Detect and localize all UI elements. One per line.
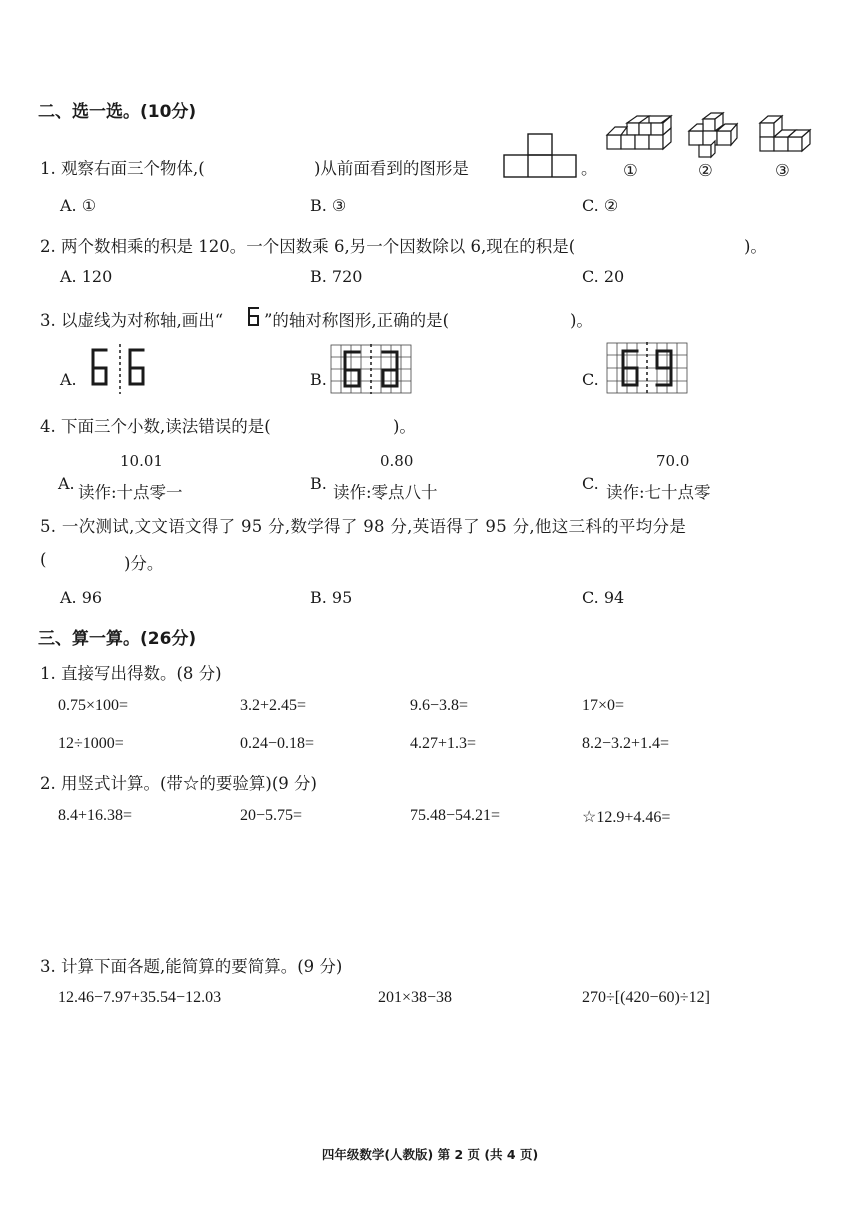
simplify-item: 201×38−38 [378, 989, 453, 1006]
q5-close: )分。 [124, 554, 164, 573]
part2-title: 2. 用竖式计算。(带☆的要验算)(9 分) [40, 774, 317, 793]
object-label-2: ② [698, 161, 713, 180]
vertical-calc-item: ☆12.9+4.46= [582, 809, 671, 826]
q1-text-after: )从前面看到的图形是 [314, 159, 469, 178]
q2-option-b: B. 720 [310, 267, 363, 286]
simplify-item: 12.46−7.97+35.54−12.03 [58, 989, 222, 1006]
calc-item: 17×0= [582, 697, 625, 714]
simplify-item: 270÷[(420−60)÷12] [582, 989, 710, 1006]
q4-number-a: 10.01 [120, 452, 163, 470]
object-label-3: ③ [775, 161, 790, 180]
q4-reading-c: 读作:七十点零 [606, 483, 711, 502]
option-c-figure [606, 342, 688, 394]
calc-item: 0.24−0.18= [240, 735, 315, 752]
front-view-figure [503, 133, 579, 179]
q1-option-b: B. ③ [310, 196, 347, 215]
calc-item: 9.6−3.8= [410, 697, 469, 714]
q3-text-after: ”的轴对称图形,正确的是( [264, 311, 450, 330]
q2-option-c: C. 20 [582, 267, 625, 286]
cube-object-1 [605, 113, 675, 159]
q5-option-b: B. 95 [310, 588, 353, 607]
q3-text-before: 3. 以虚线为对称轴,画出“ [40, 311, 224, 330]
q4-number-c: 70.0 [656, 452, 690, 470]
digit-six-glyph [247, 306, 261, 328]
q5-text: 5. 一次测试,文文语文得了 95 分,数学得了 98 分,英语得了 95 分,他这三科的平均分是 [40, 517, 687, 536]
q3-option-c: C. [582, 370, 599, 389]
q1-option-a: A. ① [60, 196, 97, 215]
q2-close: )。 [744, 237, 767, 256]
calc-item: 12÷1000= [58, 735, 124, 752]
cube-object-3 [756, 113, 822, 159]
q5-option-c: C. 94 [582, 588, 625, 607]
q1-text-before: 1. 观察右面三个物体,( [40, 159, 205, 178]
q3-option-b: B. [310, 370, 327, 389]
calc-item: 3.2+2.45= [240, 697, 307, 714]
q4-close: )。 [393, 417, 416, 436]
page-footer: 四年级数学(人教版) 第 2 页 (共 4 页) [321, 1147, 539, 1162]
q2-option-a: A. 120 [60, 267, 113, 286]
calc-item: 4.27+1.3= [410, 735, 477, 752]
calc-item: 8.2−3.2+1.4= [582, 735, 670, 752]
vertical-calc-item: 20−5.75= [240, 807, 303, 824]
q4-letter-c: C. [582, 474, 599, 493]
q4-reading-a: 读作:十点零一 [78, 483, 183, 502]
q1-period: 。 [581, 159, 598, 178]
section-title-choose: 二、选一选。(10分) [38, 102, 197, 122]
part3-title: 3. 计算下面各题,能简算的要简算。(9 分) [40, 957, 343, 976]
q2-text: 2. 两个数相乘的积是 120。一个因数乘 6,另一个因数除以 6,现在的积是( [40, 237, 576, 256]
section-title-calculate: 三、算一算。(26分) [38, 629, 197, 649]
q5-open: ( [40, 550, 47, 569]
q4-reading-b: 读作:零点八十 [333, 483, 438, 502]
vertical-calc-item: 8.4+16.38= [58, 807, 133, 824]
calc-item: 0.75×100= [58, 697, 129, 714]
q3-option-a: A. [60, 370, 77, 389]
q5-option-a: A. 96 [60, 588, 103, 607]
object-label-1: ① [623, 161, 638, 180]
cube-object-2 [685, 113, 749, 159]
part1-title: 1. 直接写出得数。(8 分) [40, 664, 222, 683]
option-b-figure [330, 344, 412, 394]
q4-text: 4. 下面三个小数,读法错误的是( [40, 417, 271, 436]
q1-option-c: C. ② [582, 196, 619, 215]
vertical-calc-item: 75.48−54.21= [410, 807, 501, 824]
q4-letter-b: B. [310, 474, 327, 493]
q3-close: )。 [570, 311, 593, 330]
q4-letter-a: A. [58, 474, 75, 493]
q4-number-b: 0.80 [380, 452, 414, 470]
option-a-figure [88, 344, 152, 394]
